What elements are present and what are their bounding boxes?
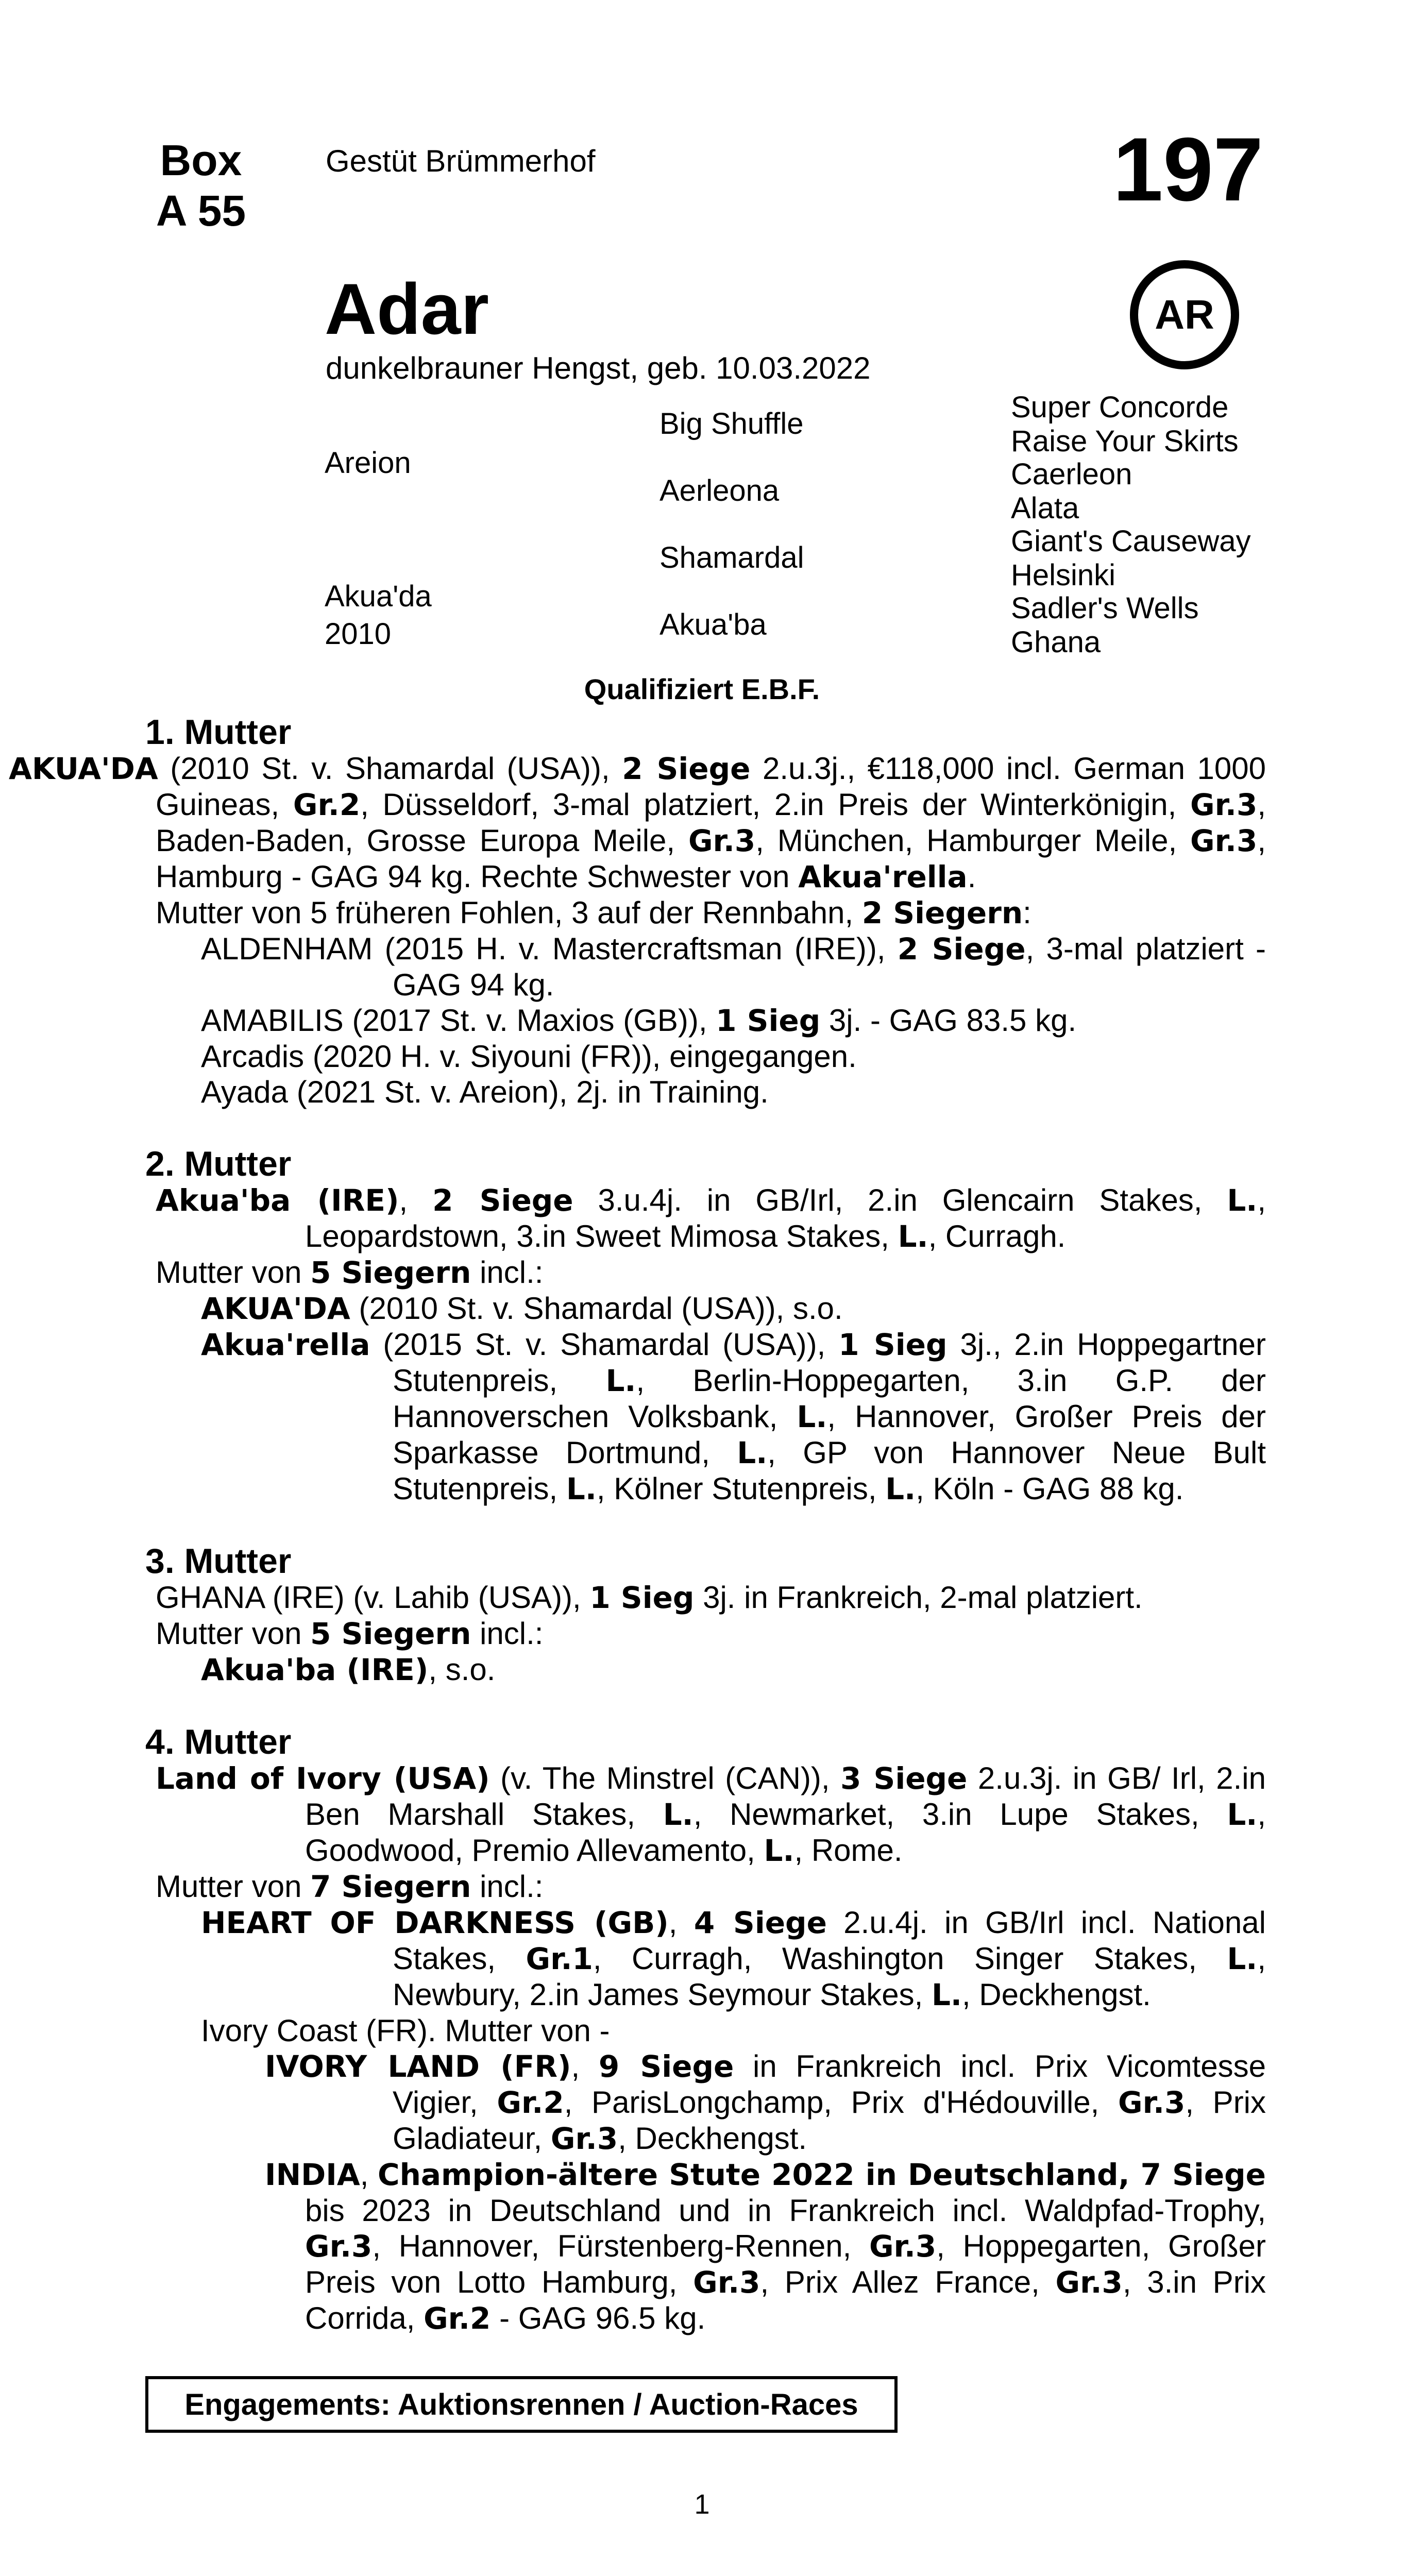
section-heading: 2. Mutter — [145, 1144, 292, 1183]
box-label — [139, 135, 263, 236]
pedigree-great-grandparent: Raise Your Skirts — [1011, 425, 1239, 458]
dam-record: GHANA (IRE) (v. Lahib (USA)), 1 Sieg 3j. in Frankreich, 2-mal platziert. — [156, 1580, 1143, 1615]
page-number: 1 — [694, 2489, 710, 2520]
breeder: Gestüt Brümmerhof — [326, 144, 596, 178]
box-line2: A 55 — [156, 187, 246, 235]
offspring-entry: HEART OF DARKNESS (GB), 4 Siege 2.u.4j. in GB/Irl incl. National Stakes, Gr.1, Curragh, Washington Singer Stakes, L., Newbury, 2.in James Seymour Stakes, L., Deckhengst. — [201, 1905, 1266, 2012]
pedigree-grandparent: Big Shuffle — [659, 407, 804, 440]
section-heading: 1. Mutter — [145, 713, 292, 752]
pedigree-great-grandparent: Super Concorde — [1011, 391, 1229, 424]
grand-offspring-entry: INDIA, Champion-ältere Stute 2022 in Deutschland, 7 Siege bis 2023 in Deutschland und in Frankreich incl. Waldpfad-Trophy, Gr.3, Hannover, Fürstenberg-Rennen, Gr.3, Hoppegarten, Großer Preis von Lotto Hamburg, Gr.3, Prix Allez France, Gr.3, 3.in Prix Corrida, Gr.2 - GAG 96.5 kg. — [265, 2157, 1266, 2336]
box-line1: Box — [160, 136, 242, 184]
pedigree-sire: Areion — [325, 446, 411, 480]
pedigree-great-grandparent: Ghana — [1011, 625, 1101, 659]
pedigree-great-grandparent: Helsinki — [1011, 558, 1116, 592]
lot-number: 197 — [1113, 120, 1263, 220]
pedigree-great-grandparent: Giant's Causeway — [1011, 524, 1251, 558]
pedigree-dam-year: 2010 — [325, 617, 392, 651]
pedigree-great-grandparent: Alata — [1011, 492, 1079, 525]
offspring-entry: Akua'rella (2015 St. v. Shamardal (USA)), 1 Sieg 3j., 2.in Hoppegartner Stutenpreis, L., Berlin-Hoppegarten, 3.in G.P. der Hannoverschen Volksbank, L., Hannover, Großer Preis der Sparkasse Dortmund, L., GP von Hannover Neue Bult Stutenpreis, L., Kölner Stutenpreis, L., Köln - GAG 88 kg. — [201, 1327, 1266, 1506]
section-heading: 3. Mutter — [145, 1541, 292, 1581]
pedigree-great-grandparent: Caerleon — [1011, 457, 1132, 491]
offspring-summary: Mutter von 7 Siegern incl.: — [156, 1869, 544, 1904]
offspring-entry: Arcadis (2020 H. v. Siyouni (FR)), eingegangen. — [201, 1039, 857, 1074]
engagements-text: Engagements: Auktionsrennen / Auction-Races — [184, 2387, 858, 2421]
badge-text: AR — [1155, 292, 1214, 337]
pedigree-grandparent: Aerleona — [659, 474, 780, 507]
ar-badge-icon — [1130, 260, 1239, 369]
offspring-entry: Akua'ba (IRE), s.o. — [201, 1652, 496, 1687]
horse-description: dunkelbrauner Hengst, geb. 10.03.2022 — [326, 351, 871, 385]
offspring-entry: ALDENHAM (2015 H. v. Mastercraftsman (IRE)), 2 Siege, 3-mal platziert - GAG 94 kg. — [201, 931, 1266, 1002]
grand-offspring-entry: IVORY LAND (FR), 9 Siege in Frankreich incl. Prix Vicomtesse Vigier, Gr.2, ParisLongchamp, Prix d'Hédouville, Gr.3, Prix Gladiateur, Gr.3, Deckhengst. — [265, 2049, 1266, 2156]
horse-name: Adar — [325, 268, 489, 349]
pedigree-grandparent: Akua'ba — [659, 608, 767, 641]
dam-record: AKUA'DA (2010 St. v. Shamardal (USA)), 2 Siege 2.u.3j., €118,000 incl. German 1000 Guineas, Gr.2, Düsseldorf, 3-mal platziert, 2.in Preis der Winterkönigin, Gr.3, Baden-Baden, Grosse Europa Meile, Gr.3, München, Hamburger Meile, Gr.3, Hamburg - GAG 94 kg. Rechte Schwester von Akua'rella. — [9, 751, 1266, 894]
pedigree-grandparent: Shamardal — [659, 541, 804, 574]
qualification: Qualifiziert E.B.F. — [584, 673, 820, 705]
section-heading: 4. Mutter — [145, 1722, 292, 1761]
offspring-summary: Mutter von 5 früheren Fohlen, 3 auf der Rennbahn, 2 Siegern: — [156, 895, 1031, 930]
pedigree-great-grandparent: Sadler's Wells — [1011, 591, 1199, 625]
dam-record: Land of Ivory (USA) (v. The Minstrel (CAN)), 3 Siege 2.u.3j. in GB/ Irl, 2.in Ben Marshall Stakes, L., Newmarket, 3.in Lupe Stakes, L., Goodwood, Premio Allevamento, L., Rome. — [156, 1761, 1266, 1868]
dam-line-content — [9, 713, 1266, 2336]
dam-record: Akua'ba (IRE), 2 Siege 3.u.4j. in GB/Irl, 2.in Glencairn Stakes, L., Leopardstown, 3.in Sweet Mimosa Stakes, L., Curragh. — [156, 1183, 1266, 1254]
offspring-entry: AKUA'DA (2010 St. v. Shamardal (USA)), s.o. — [201, 1291, 843, 1326]
offspring-entry: AMABILIS (2017 St. v. Maxios (GB)), 1 Sieg 3j. - GAG 83.5 kg. — [201, 1003, 1077, 1038]
offspring-summary: Mutter von 5 Siegern incl.: — [156, 1255, 544, 1290]
pedigree-dam: Akua'da — [325, 580, 432, 613]
offspring-summary: Mutter von 5 Siegern incl.: — [156, 1616, 544, 1651]
engagements-box — [145, 2376, 898, 2433]
offspring-entry: Ivory Coast (FR). Mutter von - — [201, 2013, 610, 2048]
offspring-entry: Ayada (2021 St. v. Areion), 2j. in Training. — [201, 1075, 769, 1109]
